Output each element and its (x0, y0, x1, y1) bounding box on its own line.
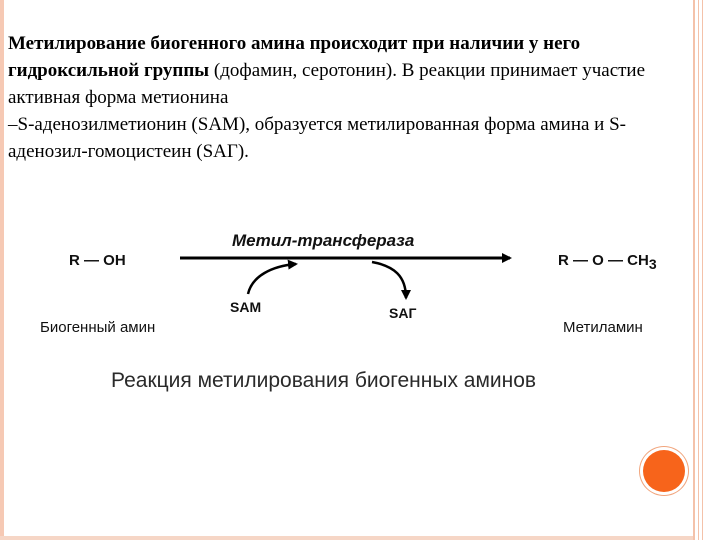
orange-circle-decoration (643, 450, 685, 492)
substrate-name: Биогенный амин (40, 319, 156, 336)
product-formula (558, 252, 657, 272)
product-formula-main: R — O — CH (558, 252, 649, 269)
body-text-part-1: (дофамин, серотонин). В реакции принимает участие активная форма метионина (8, 60, 646, 108)
body-text-bold: Метилирование биогенного амина происходит при наличии у него гидроксильной группы (8, 33, 581, 81)
product-formula-subscript: 3 (648, 256, 657, 272)
scheme-caption: Реакция метилирования биогенных аминов (111, 369, 537, 392)
sam-in-arrow (248, 264, 296, 294)
sam-label: SAM (230, 299, 262, 315)
substrate-formula: R — OH (69, 252, 126, 269)
sag-out-arrow (372, 262, 406, 298)
sag-label: SAГ (389, 305, 417, 321)
enzyme-label: Метил-трансфераза (232, 231, 415, 250)
product-name: Метиламин (563, 319, 643, 336)
body-text-part-2: –S-аденозилметионин (SAM), образуется метилированная форма амина и S-аденозил-гомоцистеин (SAГ). (8, 114, 626, 162)
